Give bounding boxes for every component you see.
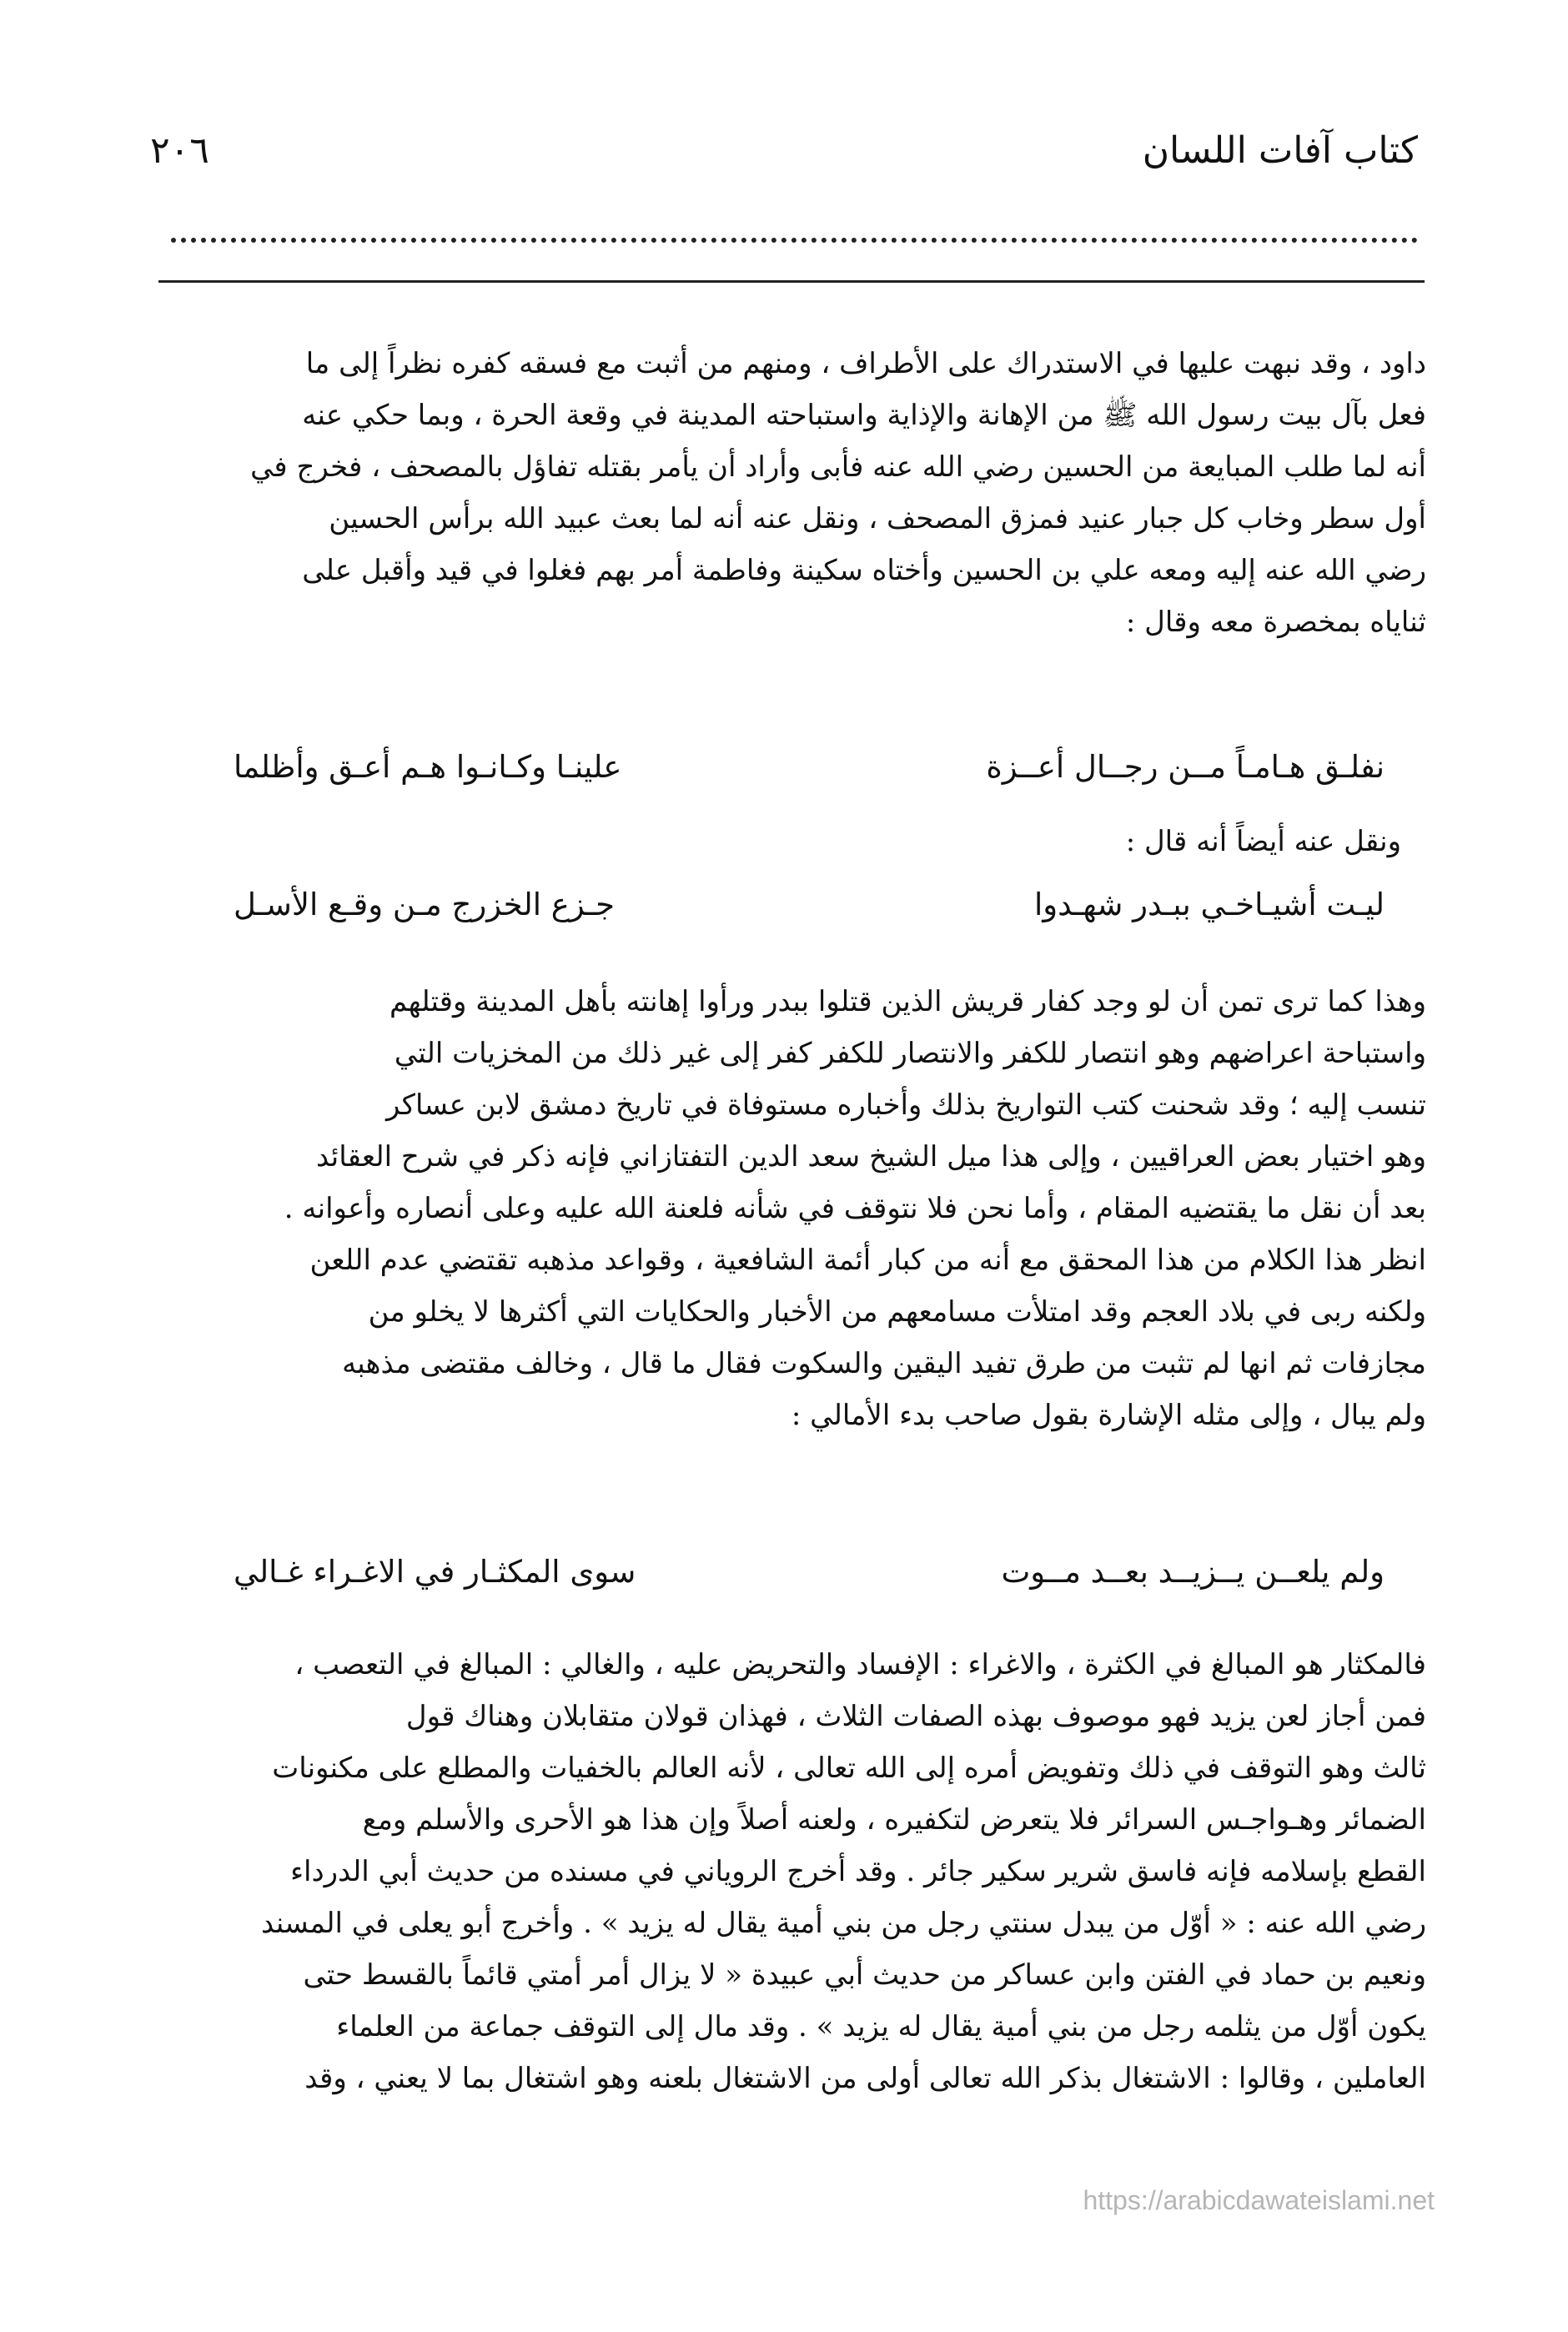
text-line: وهو اختيار بعض العراقيين ، وإلى هذا ميل الشيخ سعد الدين التفتازاني فإنه ذكر في شرح العقائد (315, 1140, 1426, 1174)
text-line: تنسب إليه ؛ وقد شحنت كتب التواريخ بذلك وأخباره مستوفاة في تاريخ دمشق لابن عساكر (386, 1088, 1426, 1122)
text-line: داود ، وقد نبهت عليها في الاستدراك على الأطراف ، ومنهم من أثبت مع فسقه كفره نظراً إلى ما (305, 347, 1426, 380)
text-line: ولكنه ربى في بلاد العجم وقد امتلأت مسامعهم من الأخبار والحكايات التي أكثرها لا يخلو من (368, 1295, 1426, 1329)
text-line: يكون أوّل من يثلمه رجل من بني أمية يقال له يزيد » . وقد مال إلى التوقف جماعة من العلماء (336, 2010, 1426, 2043)
text-line: ثالث وهو التوقف في ذلك وتفويض أمره إلى الله تعالى ، لأنه العالم بالخفيات والمطلع على مكنونات (272, 1752, 1426, 1785)
text-line: الضمائر وهـواجـس السرائر فلا يتعرض لتكفيره ، ولعنه أصلاً وإن هذا هو الأحرى والأسلم ومع (362, 1803, 1426, 1837)
text-line: ونعيم بن حماد في الفتن وابن عساكر من حديث أبي عبيدة « لا يزال أمر أمتي قائماً بالقسط حتى (303, 1958, 1426, 1992)
verse-2 (234, 876, 1385, 934)
watermark-url: https://arabicdawateislami.net (1083, 2185, 1435, 2215)
verse-3 (234, 1543, 1385, 1601)
verse-second-hemistich: جـزع الخزرج مـن وقـع الأسـل (234, 887, 616, 922)
text-line: واستباحة اعراضهم وهو انتصار للكفر والانتصار للكفر كفر إلى غير ذلك من المخزيات التي (394, 1037, 1426, 1070)
text-line: ثناياه بمخصرة معه وقال : (1125, 606, 1426, 639)
text-line: فالمكثار هو المبالغ في الكثرة ، والاغراء : الإفساد والتحريض عليه ، والغالي : المبالغ في التعصب ، (294, 1648, 1426, 1681)
verse-intro: ونقل عنه أيضاً أنه قال : (1125, 825, 1401, 858)
text-line: فمن أجاز لعن يزيد فهو موصوف بهذه الصفات الثلاث ، فهذان قولان متقابلان وهناك قول (405, 1700, 1426, 1733)
book-title: كتاب آفات اللسان (1142, 128, 1418, 172)
text-line: وهذا كما ترى تمن أن لو وجد كفار قريش الذين قتلوا ببدر ورأوا إهانته بأهل المدينة وقتلهم (389, 985, 1426, 1018)
paragraph-1 (150, 338, 1426, 648)
verse-first-hemistich: ولم يلعــن يــزيــد بعــد مــوت (1001, 1554, 1385, 1590)
text-line: القطع بإسلامه فإنه فاسق شرير سكير جائر . وقد أخرج الروياني في مسنده من حديث أبي الدرداء (290, 1855, 1426, 1888)
verse-first-hemistich: نفلـق هـامـاً مــن رجــال أعــزة (986, 749, 1385, 785)
text-line: بعد أن نقل ما يقتضيه المقام ، وأما نحن فلا نتوقف في شأنه فلعنة الله عليه وعلى أنصاره وأعوانه . (284, 1192, 1426, 1225)
text-line: فعل بآل بيت رسول الله ﷺ من الإهانة والإذاية واستباحته المدينة في وقعة الحرة ، وبما حكي عنه (302, 399, 1426, 432)
page-header (150, 108, 1418, 192)
dotted-divider (171, 238, 1418, 243)
verse-second-hemistich: علينـا وكـانـوا هـم أعـق وأظلما (234, 749, 622, 785)
text-line: أنه لما طلب المبايعة من الحسين رضي الله عنه فأبى وأراد أن يأمر بقتله تفاؤل بالمصحف ، فخرج في (250, 450, 1426, 484)
verse-first-hemistich: ليـت أشيـاخـي ببـدر شهـدوا (1033, 887, 1385, 922)
page-number: ٢٠٦ (150, 128, 209, 172)
text-line: رضي الله عنه إليه ومعه علي بن الحسين وأختاه سكينة وفاطمة أمر بهم فغلوا في قيد وأقبل على (302, 554, 1426, 587)
text-line: انظر هذا الكلام من هذا المحقق مع أنه من كبار أئمة الشافعية ، وقواعد مذهبه تقتضي عدم اللعن (309, 1244, 1426, 1277)
paragraph-3 (150, 1639, 1426, 2104)
text-line: أول سطر وخاب كل جبار عنيد فمزق المصحف ، ونقل عنه أنه لما بعث عبيد الله برأس الحسين (329, 502, 1426, 535)
text-line: رضي الله عنه : « أوّل من يبدل سنتي رجل من بني أمية يقال له يزيد » . وأخرج أبو يعلى في المسند (261, 1907, 1426, 1940)
text-line: العاملين ، وقالوا : الاشتغال بذكر الله تعالى أولى من الاشتغال بلعنه وهو اشتغال بما لا يعني ، وقد (304, 2062, 1426, 2095)
header-rule (158, 280, 1425, 283)
text-line: ولم يبال ، وإلى مثله الإشارة بقول صاحب بدء الأمالي : (791, 1399, 1426, 1432)
verse-1 (234, 738, 1385, 797)
verse-second-hemistich: سوى المكثـار في الاغـراء غـالي (234, 1554, 636, 1590)
text-line: مجازفات ثم انها لم تثبت من طرق تفيد اليقين والسكوت فقال ما قال ، وخالف مقتضى مذهبه (342, 1347, 1426, 1380)
paragraph-2 (150, 976, 1426, 1441)
